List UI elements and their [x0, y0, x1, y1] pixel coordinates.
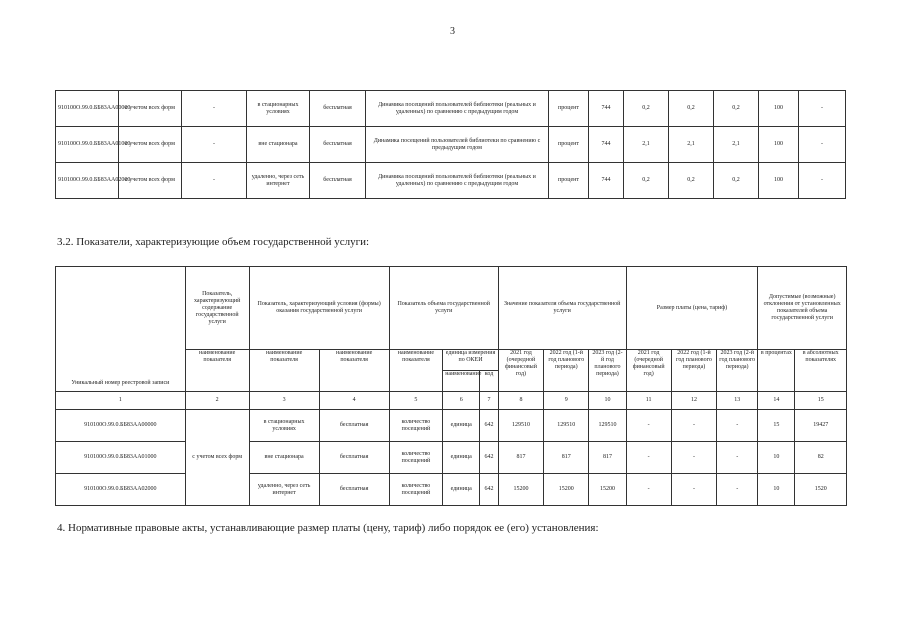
- column-number: 9: [544, 392, 589, 410]
- cell-code: 910100О.99.0.ББ83АА02000: [56, 474, 186, 506]
- table-row: [56, 127, 846, 163]
- header-value-indicator: Значение показателя объема государственной услуги: [498, 267, 626, 350]
- cell-f2022: -: [671, 442, 716, 474]
- column-number: 2: [185, 392, 249, 410]
- cell-abs: 19427: [795, 410, 847, 442]
- cell-cond: вне стационара: [249, 442, 319, 474]
- cell-f2021: -: [626, 474, 671, 506]
- cell-abs: 1520: [795, 474, 847, 506]
- cell-col5: бесплатная: [310, 91, 366, 127]
- table-row: [56, 410, 847, 442]
- cell-pct: 15: [758, 410, 795, 442]
- cell-dev_abs: -: [799, 127, 846, 163]
- cell-okei: 744: [589, 127, 624, 163]
- cell-f2021: -: [626, 410, 671, 442]
- table-row: [56, 474, 847, 506]
- cell-dev_pct: 100: [759, 127, 799, 163]
- cell-f2023: -: [717, 410, 758, 442]
- cell-unit: процент: [549, 127, 589, 163]
- header-content-indicator: Показатель, характеризующий содержание государственной услуги: [185, 267, 249, 350]
- cell-v2021: 15200: [498, 474, 543, 506]
- cell-content-shared: с учетом всех форм: [185, 410, 249, 506]
- cell-content: с учетом всех форм: [119, 127, 182, 163]
- table-row: [56, 163, 846, 199]
- cell-col3: -: [182, 163, 247, 199]
- sub-absolute: в абсолютных показателях: [795, 350, 847, 392]
- column-number: 11: [626, 392, 671, 410]
- cell-f2022: -: [671, 410, 716, 442]
- cell-col5: бесплатная: [310, 127, 366, 163]
- cell-unit: единица: [443, 410, 480, 442]
- cell-content: с учетом всех форм: [119, 163, 182, 199]
- column-number: 12: [671, 392, 716, 410]
- column-number: 1: [56, 392, 186, 410]
- sub-name-indicator: наименование показателя: [389, 350, 443, 392]
- cell-okei: 744: [589, 91, 624, 127]
- cell-okei: 642: [480, 474, 499, 506]
- sub-unit-okei: единица измерения по ОКЕИ: [443, 350, 499, 371]
- cell-v2021: 2,1: [624, 127, 669, 163]
- cell-unit: единица: [443, 442, 480, 474]
- cell-unit: процент: [549, 91, 589, 127]
- cell-indicator: Динамика посещений пользователей библиотеки (реальных и удаленных) по сравнению с предыдущим годом: [366, 91, 549, 127]
- header-unique-number: Уникальный номер реестровой записи: [56, 267, 186, 392]
- sub-fee-2022: 2022 год (1-й год планового периода): [671, 350, 716, 392]
- cell-pct: 10: [758, 442, 795, 474]
- cell-ind: количество посещений: [389, 474, 443, 506]
- cell-ind: количество посещений: [389, 410, 443, 442]
- column-number: 5: [389, 392, 443, 410]
- cell-v2022: 0,2: [669, 91, 714, 127]
- column-numbers-row: [56, 392, 847, 410]
- cell-unit: единица: [443, 474, 480, 506]
- cell-v2022: 129510: [544, 410, 589, 442]
- cell-pay: бесплатная: [319, 410, 389, 442]
- page-number: 3: [450, 26, 455, 37]
- cell-code: 910100О.99.0.ББ83АА02000: [56, 163, 119, 199]
- cell-code: 910100О.99.0.ББ83АА00000: [56, 91, 119, 127]
- cell-indicator: Динамика посещений пользователей библиотеки по сравнению с предыдущим годом: [366, 127, 549, 163]
- sub-fee-2023: 2023 год (2-й год планового периода): [717, 350, 758, 392]
- sub-year-2023: 2023 год (2-й год планового периода): [589, 350, 626, 392]
- cell-v2021: 817: [498, 442, 543, 474]
- header-condition-indicator: Показатель, характеризующий условия (формы) оказания государственной услуги: [249, 267, 389, 350]
- sub-name: наименование: [443, 371, 480, 392]
- cell-pay: бесплатная: [319, 442, 389, 474]
- cell-v2021: 0,2: [624, 163, 669, 199]
- cell-pay: бесплатная: [319, 474, 389, 506]
- cell-v2023: 15200: [589, 474, 626, 506]
- cell-okei: 744: [589, 163, 624, 199]
- cell-dev_abs: -: [799, 163, 846, 199]
- cell-f2022: -: [671, 474, 716, 506]
- sub-fee-2021: 2021 год (очередной финансовый год): [626, 350, 671, 392]
- column-number: 7: [480, 392, 499, 410]
- header-volume-indicator: Показатель объема государственной услуги: [389, 267, 498, 350]
- cell-code: 910100О.99.0.ББ83АА00000: [56, 410, 186, 442]
- cell-indicator: Динамика посещений пользователей библиотеки (реальных и удаленных) по сравнению с предыдущим годом: [366, 163, 549, 199]
- cell-content: с учетом всех форм: [119, 91, 182, 127]
- sub-name-indicator: наименование показателя: [185, 350, 249, 392]
- cell-v2022: 15200: [544, 474, 589, 506]
- cell-dev_abs: -: [799, 91, 846, 127]
- column-number: 8: [498, 392, 543, 410]
- cell-col4: в стационарных условиях: [247, 91, 310, 127]
- section-3-2-title: 3.2. Показатели, характеризующие объем государственной услуги:: [57, 236, 370, 248]
- cell-dev_pct: 100: [759, 163, 799, 199]
- cell-cond: в стационарных условиях: [249, 410, 319, 442]
- volume-indicators-table: [55, 266, 847, 506]
- cell-v2022: 0,2: [669, 163, 714, 199]
- cell-unit: процент: [549, 163, 589, 199]
- header-fee: Размер платы (цена, тариф): [626, 267, 758, 350]
- sub-name-indicator: наименование показателя: [249, 350, 319, 392]
- cell-col3: -: [182, 127, 247, 163]
- cell-f2021: -: [626, 442, 671, 474]
- cell-col5: бесплатная: [310, 163, 366, 199]
- column-number: 13: [717, 392, 758, 410]
- cell-ind: количество посещений: [389, 442, 443, 474]
- cell-f2023: -: [717, 442, 758, 474]
- cell-okei: 642: [480, 442, 499, 474]
- cell-v2023: 0,2: [714, 91, 759, 127]
- sub-percent: в процентах: [758, 350, 795, 392]
- column-number: 15: [795, 392, 847, 410]
- sub-year-2021: 2021 год (очередной финансовый год): [498, 350, 543, 392]
- cell-code: 910100О.99.0.ББ83АА01000: [56, 127, 119, 163]
- cell-v2023: 817: [589, 442, 626, 474]
- cell-okei: 642: [480, 410, 499, 442]
- cell-dev_pct: 100: [759, 91, 799, 127]
- column-number: 14: [758, 392, 795, 410]
- cell-v2021: 129510: [498, 410, 543, 442]
- header-deviations: Допустимые (возможные) отклонения от установленных показателей объема государственной услуги: [758, 267, 847, 350]
- cell-v2022: 2,1: [669, 127, 714, 163]
- cell-col4: вне стационара: [247, 127, 310, 163]
- sub-name-indicator: наименование показателя: [319, 350, 389, 392]
- table-row: [56, 91, 846, 127]
- column-number: 10: [589, 392, 626, 410]
- cell-v2023: 2,1: [714, 127, 759, 163]
- cell-v2023: 129510: [589, 410, 626, 442]
- quality-indicators-table: [55, 90, 846, 199]
- cell-f2023: -: [717, 474, 758, 506]
- cell-v2023: 0,2: [714, 163, 759, 199]
- cell-code: 910100О.99.0.ББ83АА01000: [56, 442, 186, 474]
- cell-col4: удаленно, через сеть интернет: [247, 163, 310, 199]
- sub-year-2022: 2022 год (1-й год планового периода): [544, 350, 589, 392]
- table-row: [56, 442, 847, 474]
- cell-v2021: 0,2: [624, 91, 669, 127]
- sub-code: код: [480, 371, 499, 392]
- column-number: 6: [443, 392, 480, 410]
- cell-v2022: 817: [544, 442, 589, 474]
- column-number: 3: [249, 392, 319, 410]
- cell-abs: 82: [795, 442, 847, 474]
- cell-col3: -: [182, 91, 247, 127]
- column-number: 4: [319, 392, 389, 410]
- cell-pct: 10: [758, 474, 795, 506]
- section-4-title: 4. Нормативные правовые акты, устанавливающие размер платы (цену, тариф) либо порядок ее (его) установления:: [57, 522, 599, 534]
- cell-cond: удаленно, через сеть интернет: [249, 474, 319, 506]
